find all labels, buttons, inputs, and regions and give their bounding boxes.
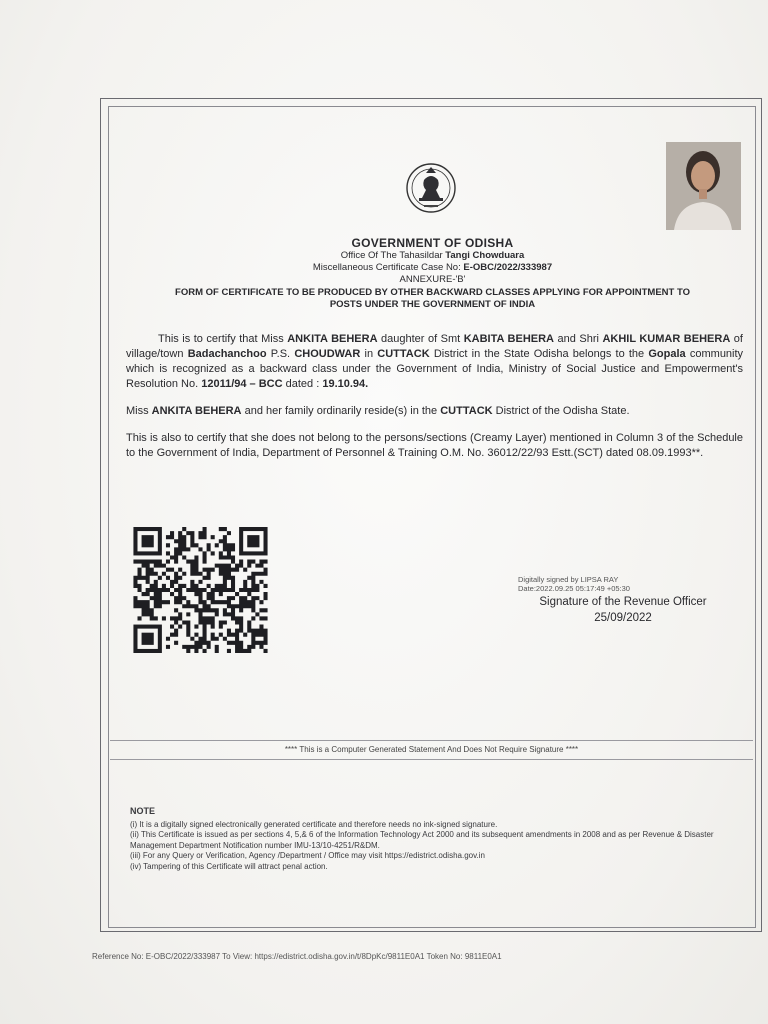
signature-title: Signature of the Revenue Officer [539,596,707,608]
certificate-body [126,332,743,473]
certificate-paragraph-3: This is also to certify that she does not belong to the persons/sections (Creamy Layer) mentioned in Column 3 of the Schedule to the Government of India, Department of Personnel & Training O.M. No. 36012/22/93 Estt.(SCT) dated 08.09.1993**. [126,432,743,459]
annexure-label: ANNEXURE-'B' [399,274,466,285]
signature-date: 25/09/2022 [594,612,652,624]
computer-generated-statement: **** This is a Computer Generated Statement And Does Not Require Signature **** [110,740,753,760]
inner-border [108,106,756,928]
reference-line: Reference No: E-OBC/2022/333987 To View: https://edistrict.odisha.gov.in/t/8DpKc/9811E0A1 Token No: 9811E0A1 [92,952,502,961]
note-item: (iii) For any Query or Verification, Agency /Department / Office may visit https://edistrict.odisha.gov.in [130,851,485,860]
note-item: (i) It is a digitally signed electronically generated certificate and therefore needs no ink-signed signature. [130,819,498,829]
form-title: FORM OF CERTIFICATE TO BE PRODUCED BY OTHER BACKWARD CLASSES APPLYING FOR APPOINTMENT TO POSTS UNDER THE GOVERNMENT OF INDIA [175,287,690,310]
digital-signature-name: Digitally signed by LIPSA RAY [518,575,619,584]
certificate-header [120,236,745,311]
note-item: (iv) Tampering of this Certificate will attract penal action. [130,861,328,871]
case-line: Miscellaneous Certificate Case No: E-OBC/2022/333987 [312,262,553,273]
state-emblem-icon [404,158,458,220]
signature-block [518,575,748,625]
office-line: Office Of The Tahasildar Tangi Chowduara [340,250,525,261]
government-title: GOVERNMENT OF ODISHA [351,236,514,250]
note-section [130,806,745,872]
digital-signature-date: Date:2022.09.25 05:17:49 +05:30 [518,584,630,593]
certificate-paragraph-2: Miss ANKITA BEHERA and her family ordinarily reside(s) in the CUTTACK District of the Odisha State. [126,405,630,417]
certificate-paragraph-1: This is to certify that Miss ANKITA BEHERA daughter of Smt KABITA BEHERA and Shri AKHIL KUMAR BEHERA of village/town Badachanchoo P.S. CHOUDWAR in CUTTACK District in the State Odisha belongs to the Gopala community which is recognized as a backward class under the Government of India, Ministry of Social Justice and Empowerment's Resolution No. 12011/94 – BCC dated : 19.10.94. [126,333,744,390]
qr-code[interactable] [133,527,268,653]
applicant-photo [666,142,741,230]
note-title: NOTE [130,806,156,816]
note-item: (ii) This Certificate is issued as per sections 4, 5,& 6 of the Information Technology Act 2000 and its subsequent amendments in 2008 and as per Revenue & Disaster Management Department Notification number IMU-13/10-4251/R&DM. [130,830,714,850]
